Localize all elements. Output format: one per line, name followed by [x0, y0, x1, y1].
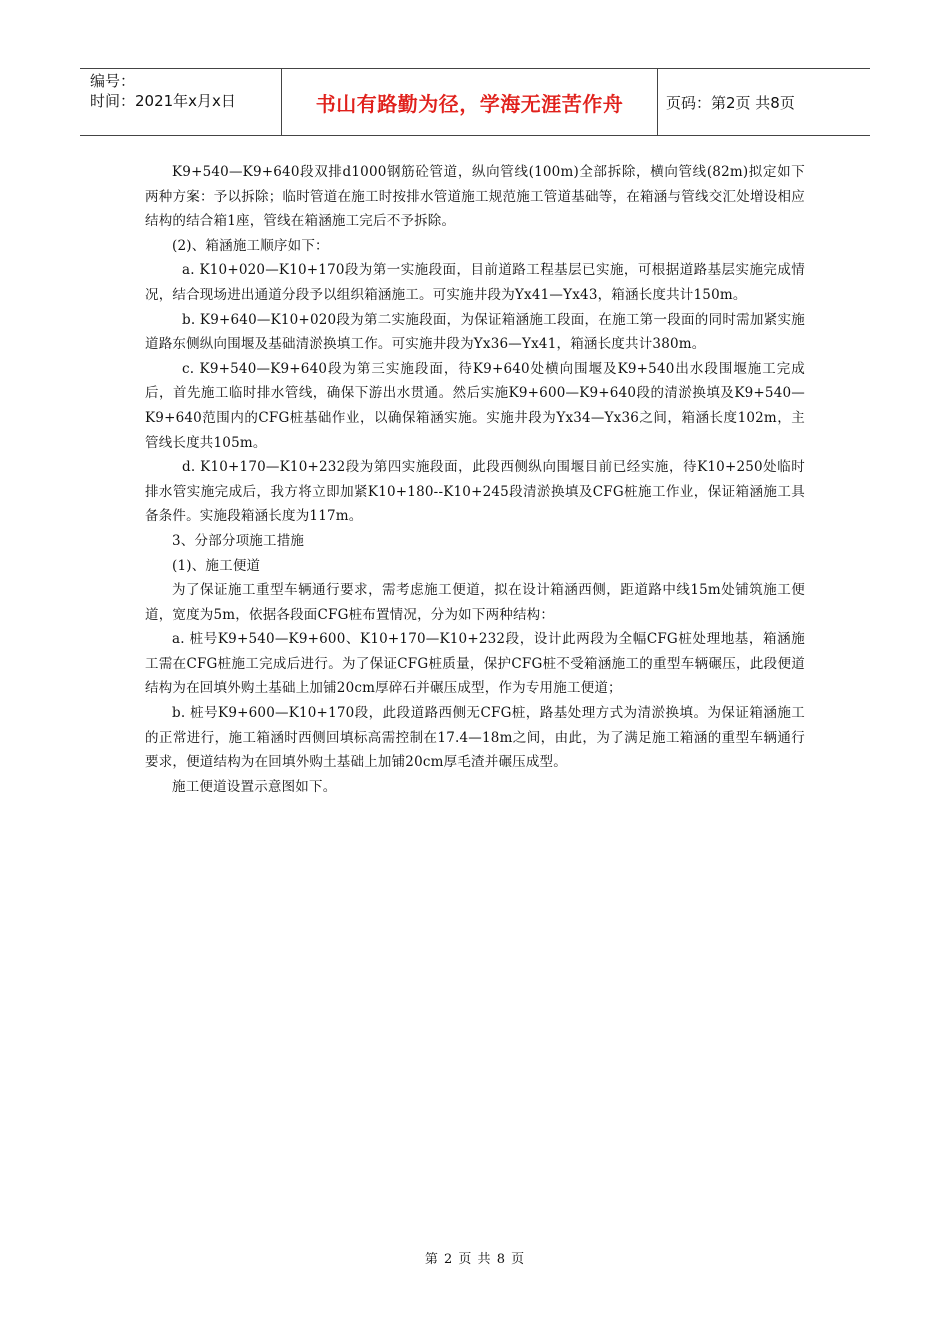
page-header	[80, 68, 870, 136]
document-body	[145, 160, 805, 799]
header-page-number: 页码：第2页 共8页	[666, 93, 795, 112]
heading-section-3: 3、分部分项施工措施	[172, 532, 305, 549]
heading-access-road: (1)、施工便道	[172, 557, 261, 574]
paragraph-access-road-intro: 为了保证施工重型车辆通行要求，需考虑施工便道，拟在设计箱涵西侧，距道路中线15m处铺筑施工便道，宽度为5m，依据各段面CFG桩布置情况，分为如下两种结构：	[145, 582, 805, 623]
paragraph-stage-a: a. K10+020—K10+170段为第一实施段面，目前道路工程基层已实施，可根据道路基层实施完成情况，结合现场进出通道分段予以组织箱涵施工。可实施井段为Yx41—Yx43，箱涵长度共计150m。	[145, 262, 805, 303]
document-number-label: 编号：	[90, 72, 136, 90]
paragraph-stage-b: b. K9+640—K10+020段为第二实施段面，为保证箱涵施工段面，在施工第一段面的同时需加紧实施道路东侧纵向围堰及基础清淤换填工作。可实施井段为Yx36—Yx41，箱涵长度共计380m。	[145, 311, 805, 353]
header-meta	[80, 69, 282, 135]
paragraph-diagram-intro: 施工便道设置示意图如下。	[172, 778, 337, 795]
header-page-cell	[658, 69, 870, 135]
header-motto: 书山有路勤为径，学海无涯苦作舟	[315, 91, 624, 116]
heading-construction-sequence: (2)、箱涵施工顺序如下：	[172, 237, 329, 254]
paragraph-pipeline-removal: K9+540—K9+640段双排d1000钢筋砼管道，纵向管线(100m)全部拆除，横向管线(82m)拟定如下两种方案：予以拆除；临时管道在施工时按排水管道施工规范施工管道基础等，在箱涵与管线交汇处增设相应结构的结合箱1座，管线在箱涵施工完后不予拆除。	[145, 164, 805, 230]
paragraph-stage-c: c. K9+540—K9+640段为第三实施段面，待K9+640处横向围堰及K9+540出水段围堰施工完成后，首先施工临时排水管线，确保下游出水贯通。然后实施K9+600—K9+640段的清淤换填及K9+540—K9+640范围内的CFG桩基础作业，以确保箱涵实施。实施井段为Yx34—Yx36之间，箱涵长度102m，主管线长度共105m。	[145, 360, 805, 451]
paragraph-stage-d: d. K10+170—K10+232段为第四实施段面，此段西侧纵向围堰目前已经实施，待K10+250处临时排水管实施完成后，我方将立即加紧K10+180--K10+245段清淤换填及CFG桩施工作业，保证箱涵施工具备条件。实施段箱涵长度为117m。	[145, 459, 805, 525]
paragraph-road-structure-b: b. 桩号K9+600—K10+170段，此段道路西侧无CFG桩，路基处理方式为清淤换填。为保证箱涵施工的正常进行，施工箱涵时西侧回填标高需控制在17.4—18m之间，由此，为了满足施工箱涵的重型车辆通行要求，便道结构为在回填外购土基础上加铺20cm厚毛渣并碾压成型。	[145, 705, 805, 771]
paragraph-road-structure-a: a. 桩号K9+540—K9+600、K10+170—K10+232段，设计此两段为全幅CFG桩处理地基，箱涵施工需在CFG桩施工完成后进行。为了保证CFG桩质量，保护CFG桩不受箱涵施工的重型车辆碾压，此段便道结构为在回填外购土基础上加铺20cm厚碎石并碾压成型，作为专用施工便道；	[145, 631, 805, 697]
page-footer: 第 2 页 共 8 页	[424, 1252, 526, 1267]
document-date-label: 时间：2021年x月x日	[90, 92, 236, 110]
header-motto-cell	[282, 69, 658, 135]
